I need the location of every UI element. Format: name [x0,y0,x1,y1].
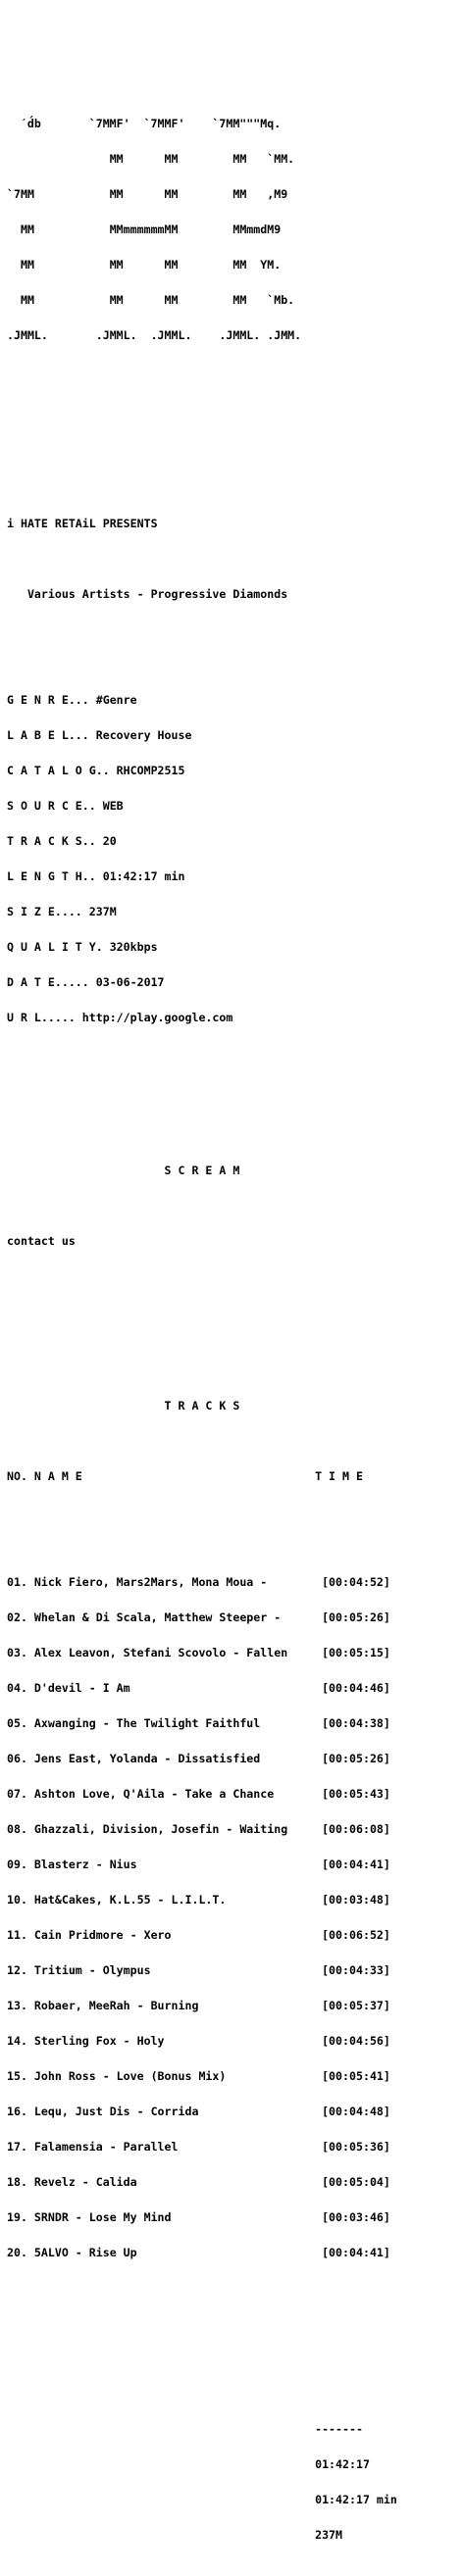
track-row: 17. Falamensia - Parallel [00:05:36] [7,2140,390,2154]
tracklist [7,1553,397,2282]
info-genre: G E N R E... #Genre [7,693,137,707]
nfo-document [7,0,397,2576]
info-source: S O U R C E.. WEB [7,799,124,813]
info-label: L A B E L... Recovery House [7,728,192,742]
track-row: 03. Alex Leavon, Stefani Scovolo - Fallen [00:05:15] [7,1646,390,1660]
track-row: 15. John Ross - Love (Bonus Mix) [00:05:41] [7,2069,390,2083]
info-quality: Q U A L I T Y. 320kbps [7,940,158,954]
info-url: U R L..... http://play.google.com [7,1011,233,1024]
info-length: L E N G T H.. 01:42:17 min [7,869,185,883]
logo-line: ˊd́b `7MMF' `7MMF' `7MM"""Mq. [7,117,282,130]
logo-line: MM MM MM `MM. [7,152,295,166]
presents-line: i HATE RETAiL PRESENTS [7,517,158,530]
track-row: 06. Jens East, Yolanda - Dissatisfied [00:05:26] [7,1752,390,1765]
track-row: 05. Axwanging - The Twilight Faithful [00:04:38] [7,1716,390,1730]
logo-line [7,82,397,94]
scream-heading: S C R E A M [7,1164,240,1177]
logo-line: MM MM MM MM YM. [7,258,282,272]
track-row: 08. Ghazzali, Division, Josefin - Waiting [00:06:08] [7,1822,390,1836]
logo-line: MM MMmmmmmmMM MMmmdM9 [7,223,282,236]
track-row: 11. Cain Pridmore - Xero [00:06:52] [7,1928,390,1942]
track-row: 04. D'devil - I Am [00:04:46] [7,1681,390,1695]
ascii-logo [7,24,397,365]
track-row: 07. Ashton Love, Q'Aila - Take a Chance [00:05:43] [7,1787,390,1801]
logo-line [7,47,397,59]
info-catalog: C A T A L O G.. RHCOMP2515 [7,764,185,777]
logo-line: MM MM MM MM `Mb. [7,293,295,307]
info-tracks: T R A C K S.. 20 [7,834,117,848]
totals-separator: ------- [7,2422,363,2436]
release-title: Various Artists - Progressive Diamonds [7,587,288,601]
track-row: 14. Sterling Fox - Holy [00:04:56] [7,2034,390,2048]
track-row: 02. Whelan & Di Scala, Matthew Steeper - [00:05:26] [7,1610,390,1624]
track-row: 20. 5ALVO - Rise Up [00:04:41] [7,2246,390,2259]
track-row: 16. Lequ, Just Dis - Corrida [00:04:48] [7,2105,390,2118]
info-size: S I Z E.... 237M [7,905,117,918]
logo-line: .JMML. .JMML. .JMML. .JMML. .JMM. [7,328,302,342]
track-row: 13. Robaer, MeeRah - Burning [00:05:37] [7,1999,390,2012]
totals-block [7,2400,397,2564]
track-row: 12. Tritium - Olympus [00:04:33] [7,1963,390,1977]
track-row: 09. Blasterz - Nius [00:04:41] [7,1858,390,1871]
tracklist-header: NO. N A M E T I M E [7,1469,363,1483]
track-row: 19. SRNDR - Lose My Mind [00:03:46] [7,2210,390,2224]
total-length: 01:42:17 min [7,2493,397,2506]
info-date: D A T E..... 03-06-2017 [7,975,165,989]
tracks-heading: T R A C K S [7,1399,240,1412]
release-info [7,670,397,1047]
total-size: 237M [7,2528,343,2542]
track-row: 01. Nick Fiero, Mars2Mars, Mona Moua - [00:04:52] [7,1575,390,1589]
track-row: 18. Revelz - Calida [00:05:04] [7,2175,390,2189]
track-row: 10. Hat&Cakes, K.L.55 - L.I.L.T. [00:03:48] [7,1893,390,1907]
contact-line: contact us [7,1234,76,1248]
logo-line: `7MM MM MM MM ,M9 [7,187,288,201]
total-time: 01:42:17 [7,2457,370,2471]
